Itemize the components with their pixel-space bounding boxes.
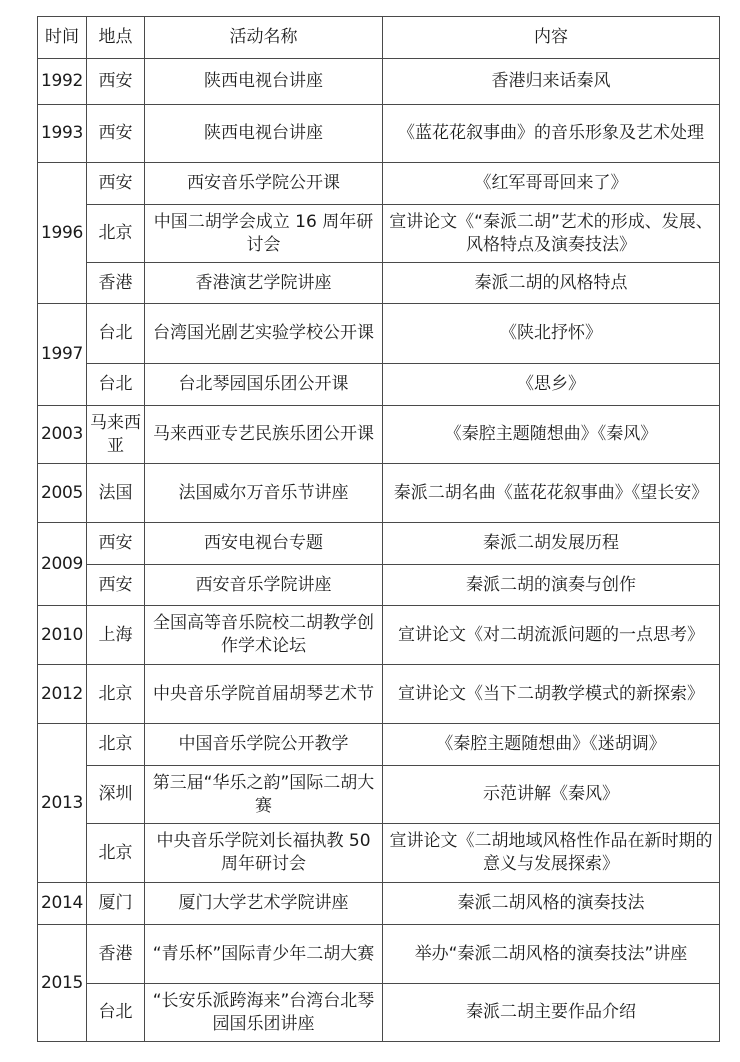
content-cell: 《红军哥哥回来了》 [383, 163, 720, 205]
table-row [38, 606, 720, 665]
content-cell: 秦派二胡名曲《蓝花花叙事曲》《望长安》 [383, 464, 720, 523]
table-row [38, 883, 720, 925]
activity-cell: 西安音乐学院讲座 [145, 565, 383, 606]
activity-cell: “长安乐派跨海来”台湾台北琴园国乐团讲座 [145, 984, 383, 1042]
table-row [38, 565, 720, 606]
content-cell: 《陕北抒怀》 [383, 304, 720, 364]
location-cell: 香港 [87, 925, 145, 984]
year-cell: 2010 [38, 606, 87, 665]
year-cell: 2012 [38, 665, 87, 724]
table-row [38, 523, 720, 565]
location-cell: 台北 [87, 304, 145, 364]
location-cell: 台北 [87, 364, 145, 406]
year-cell: 1997 [38, 304, 87, 406]
table-row [38, 406, 720, 464]
activity-cell: 香港演艺学院讲座 [145, 263, 383, 304]
content-cell: 示范讲解《秦风》 [383, 766, 720, 824]
year-cell: 2015 [38, 925, 87, 1042]
activity-cell: 中国二胡学会成立 16 周年研讨会 [145, 205, 383, 263]
header-content: 内容 [383, 17, 720, 59]
location-cell: 西安 [87, 105, 145, 163]
location-cell: 北京 [87, 824, 145, 883]
activity-cell: 中央音乐学院刘长福执教 50 周年研讨会 [145, 824, 383, 883]
activity-cell: 第三届“华乐之韵”国际二胡大赛 [145, 766, 383, 824]
content-cell: 《思乡》 [383, 364, 720, 406]
content-cell: 秦派二胡发展历程 [383, 523, 720, 565]
content-cell: 宣讲论文《“秦派二胡”艺术的形成、发展、风格特点及演奏技法》 [383, 205, 720, 263]
header-time: 时间 [38, 17, 87, 59]
activities-table [37, 16, 720, 1042]
content-cell: 宣讲论文《对二胡流派问题的一点思考》 [383, 606, 720, 665]
activity-cell: 全国高等音乐院校二胡教学创作学术论坛 [145, 606, 383, 665]
year-cell: 2013 [38, 724, 87, 883]
activity-cell: 西安电视台专题 [145, 523, 383, 565]
content-cell: 宣讲论文《二胡地域风格性作品在新时期的意义与发展探索》 [383, 824, 720, 883]
content-cell: 举办“秦派二胡风格的演奏技法”讲座 [383, 925, 720, 984]
location-cell: 香港 [87, 263, 145, 304]
content-cell: 《蓝花花叙事曲》的音乐形象及艺术处理 [383, 105, 720, 163]
location-cell: 马来西亚 [87, 406, 145, 464]
activity-cell: 陕西电视台讲座 [145, 59, 383, 105]
table-row [38, 364, 720, 406]
table-row [38, 984, 720, 1042]
content-cell: 《秦腔主题随想曲》《迷胡调》 [383, 724, 720, 766]
table-row [38, 665, 720, 724]
activity-cell: 中国音乐学院公开教学 [145, 724, 383, 766]
activity-cell: 陕西电视台讲座 [145, 105, 383, 163]
location-cell: 深圳 [87, 766, 145, 824]
table-row [38, 724, 720, 766]
activity-cell: 法国威尔万音乐节讲座 [145, 464, 383, 523]
activity-cell: 马来西亚专艺民族乐团公开课 [145, 406, 383, 464]
location-cell: 法国 [87, 464, 145, 523]
year-cell: 2003 [38, 406, 87, 464]
table-row [38, 163, 720, 205]
location-cell: 北京 [87, 205, 145, 263]
content-cell: 宣讲论文《当下二胡教学模式的新探索》 [383, 665, 720, 724]
header-row [38, 17, 720, 59]
location-cell: 台北 [87, 984, 145, 1042]
table-row [38, 205, 720, 263]
header-activity: 活动名称 [145, 17, 383, 59]
location-cell: 西安 [87, 565, 145, 606]
content-cell: 秦派二胡风格的演奏技法 [383, 883, 720, 925]
activity-cell: 台湾国光剧艺实验学校公开课 [145, 304, 383, 364]
activity-cell: 台北琴园国乐团公开课 [145, 364, 383, 406]
location-cell: 上海 [87, 606, 145, 665]
location-cell: 西安 [87, 163, 145, 205]
table-row [38, 304, 720, 364]
year-cell: 1996 [38, 163, 87, 304]
activity-cell: 厦门大学艺术学院讲座 [145, 883, 383, 925]
table-row [38, 105, 720, 163]
table-row [38, 59, 720, 105]
content-cell: 秦派二胡的风格特点 [383, 263, 720, 304]
activity-cell: 西安音乐学院公开课 [145, 163, 383, 205]
location-cell: 北京 [87, 665, 145, 724]
content-cell: 秦派二胡的演奏与创作 [383, 565, 720, 606]
location-cell: 西安 [87, 523, 145, 565]
location-cell: 西安 [87, 59, 145, 105]
location-cell: 厦门 [87, 883, 145, 925]
table-row [38, 766, 720, 824]
content-cell: 《秦腔主题随想曲》《秦风》 [383, 406, 720, 464]
table-row [38, 824, 720, 883]
activity-cell: 中央音乐学院首届胡琴艺术节 [145, 665, 383, 724]
year-cell: 2014 [38, 883, 87, 925]
content-cell: 香港归来话秦风 [383, 59, 720, 105]
header-location: 地点 [87, 17, 145, 59]
table-row [38, 464, 720, 523]
year-cell: 2005 [38, 464, 87, 523]
table-row [38, 925, 720, 984]
table-row [38, 263, 720, 304]
year-cell: 1993 [38, 105, 87, 163]
year-cell: 2009 [38, 523, 87, 606]
year-cell: 1992 [38, 59, 87, 105]
activity-cell: “青乐杯”国际青少年二胡大赛 [145, 925, 383, 984]
content-cell: 秦派二胡主要作品介绍 [383, 984, 720, 1042]
location-cell: 北京 [87, 724, 145, 766]
